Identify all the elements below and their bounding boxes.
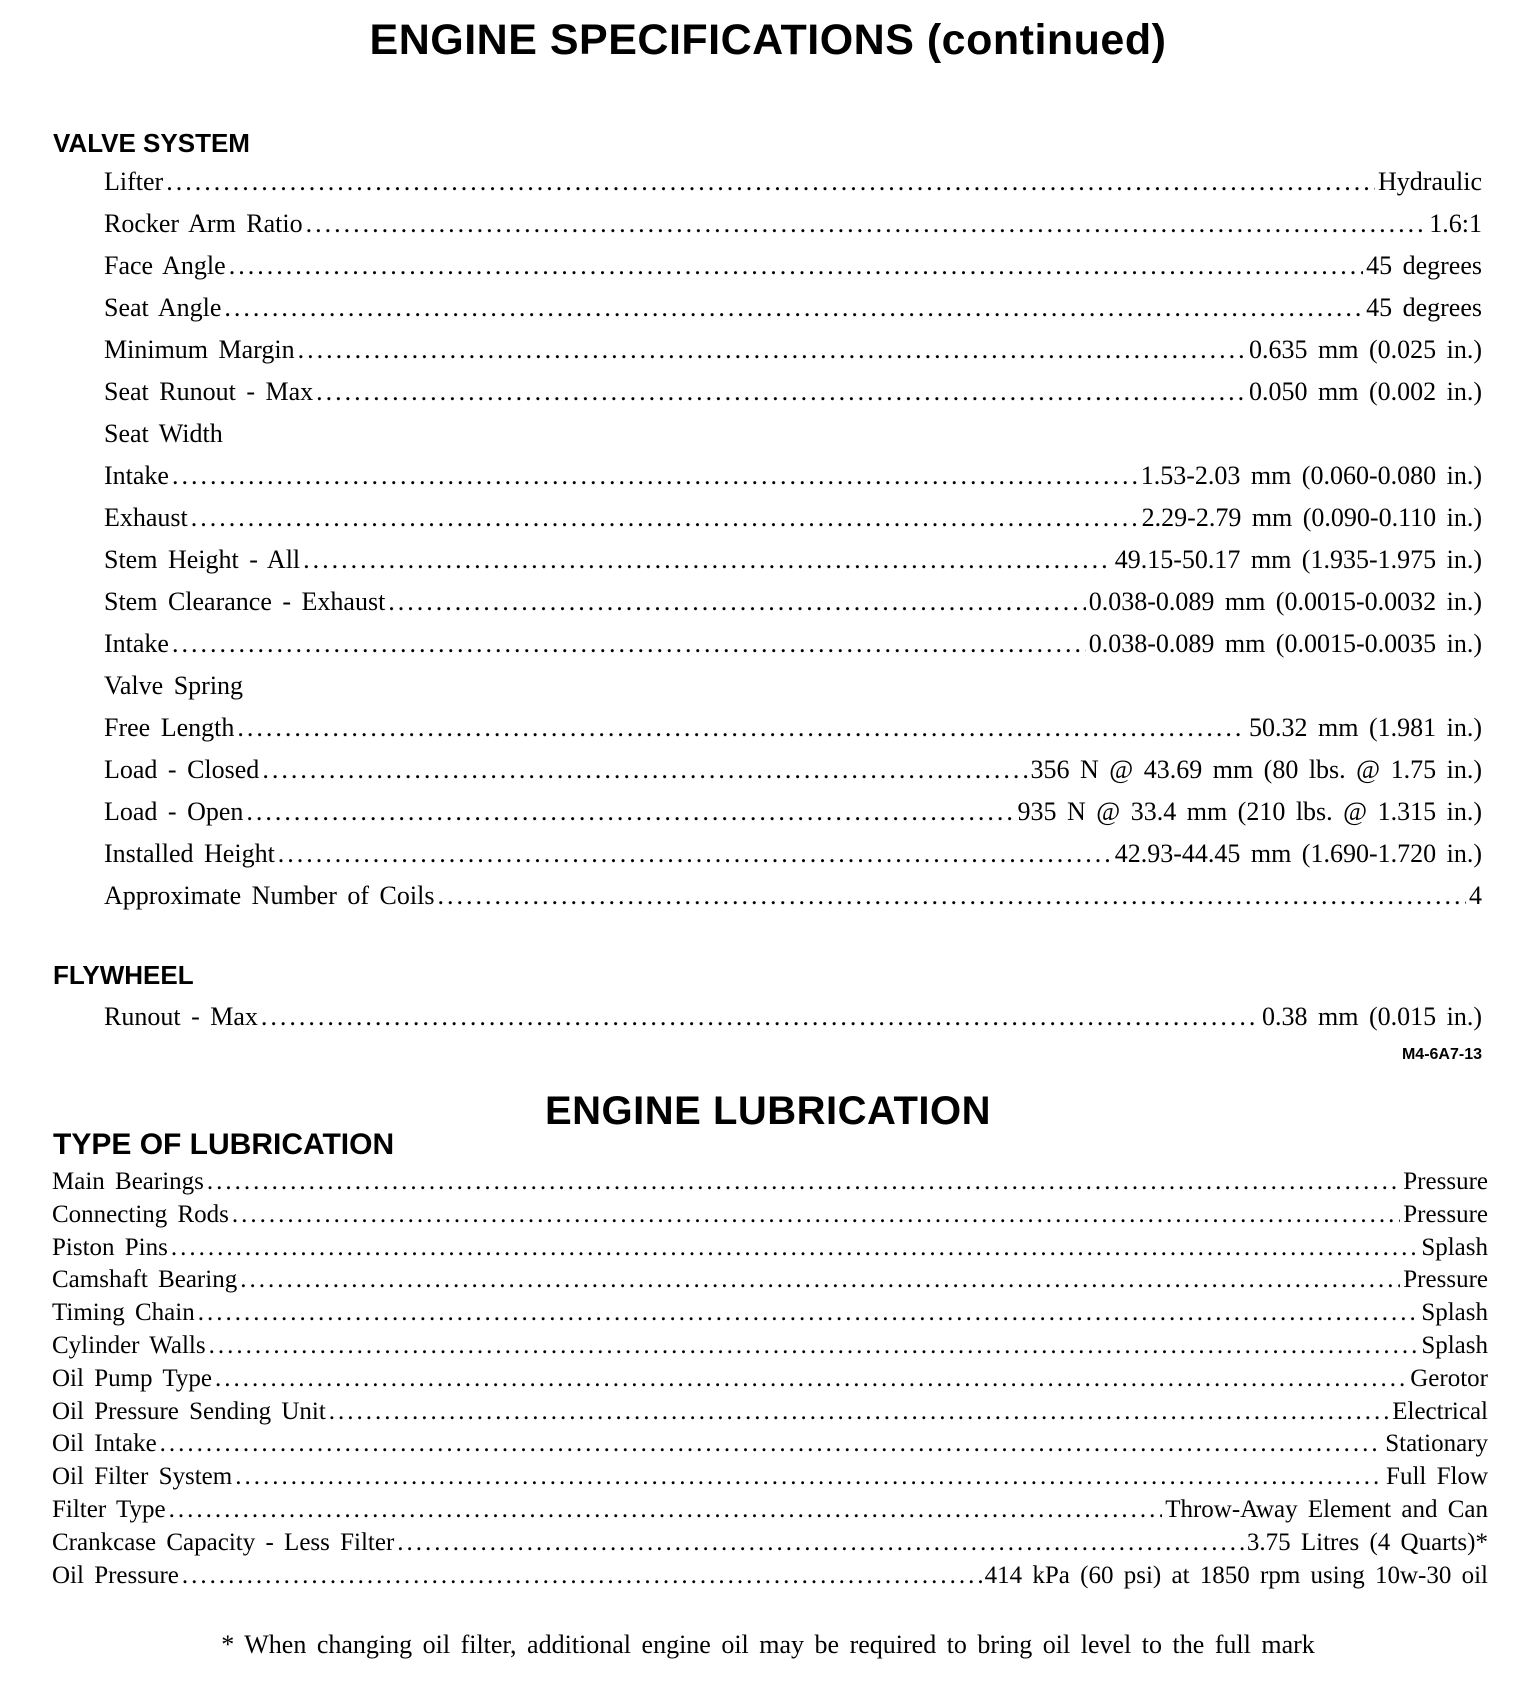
dot-leader — [261, 1002, 1259, 1032]
dot-leader — [397, 1529, 1244, 1557]
spec-label: Piston Pins — [52, 1233, 168, 1261]
spec-row — [52, 1529, 1488, 1562]
dot-leader — [316, 377, 1246, 407]
dot-leader — [329, 1398, 1389, 1426]
spec-row — [104, 797, 1482, 839]
dot-leader — [172, 461, 1138, 491]
lubrication-title: ENGINE LUBRICATION — [544, 1089, 992, 1133]
footnote: * When changing oil filter, additional engine oil may be required to bring oil level to the full mark — [221, 1630, 1315, 1659]
spec-row — [104, 251, 1482, 293]
dot-leader — [278, 839, 1112, 869]
spec-value: Stationary — [1385, 1430, 1488, 1458]
spec-value: 0.038-0.089 mm (0.0015-0.0035 in.) — [1088, 629, 1482, 658]
dot-leader — [246, 797, 1014, 827]
spec-value: 414 kPa (60 psi) at 1850 rpm using 10w-30 oil — [984, 1561, 1488, 1589]
spec-row — [104, 755, 1482, 797]
spec-label: Filter Type — [52, 1495, 166, 1523]
spec-row — [52, 1365, 1488, 1398]
spec-value: Electrical — [1392, 1397, 1488, 1425]
valve-system-heading: VALVE SYSTEM — [53, 128, 250, 158]
dot-leader — [240, 1266, 1400, 1294]
spec-row — [52, 1234, 1488, 1267]
spec-value: Gerotor — [1410, 1364, 1488, 1392]
spec-value: 1.53-2.03 mm (0.060-0.080 in.) — [1140, 461, 1482, 490]
spec-label: Rocker Arm Ratio — [104, 209, 303, 238]
spec-row — [104, 419, 1482, 461]
spec-label: Oil Pressure — [52, 1561, 179, 1589]
reference-code: M4-6A7-13 — [1401, 1046, 1482, 1063]
dot-leader — [209, 1332, 1419, 1360]
spec-row — [104, 545, 1482, 587]
spec-value: 2.29-2.79 mm (0.090-0.110 in.) — [1141, 503, 1482, 532]
dot-leader — [172, 629, 1086, 659]
spec-row — [52, 1168, 1488, 1201]
dot-leader — [160, 1430, 1383, 1458]
spec-row — [52, 1463, 1488, 1496]
spec-row — [104, 377, 1482, 419]
spec-value: 3.75 Litres (4 Quarts)* — [1246, 1528, 1488, 1556]
spec-label: Timing Chain — [52, 1299, 195, 1327]
spec-value: Splash — [1421, 1233, 1488, 1261]
spec-label: Main Bearings — [52, 1168, 204, 1195]
dot-leader — [298, 335, 1246, 365]
page-title: ENGINE SPECIFICATIONS (continued) — [369, 16, 1167, 64]
spec-row — [52, 1299, 1488, 1332]
spec-value: Pressure — [1403, 1168, 1488, 1195]
spec-label: Exhaust — [104, 503, 188, 532]
dot-leader — [237, 713, 1246, 743]
spec-label: Oil Intake — [52, 1430, 157, 1458]
spec-row — [104, 503, 1482, 545]
dot-leader — [169, 1496, 1163, 1524]
spec-row — [104, 881, 1482, 923]
spec-label: Oil Pressure Sending Unit — [52, 1397, 326, 1425]
spec-row — [104, 335, 1482, 377]
dot-leader — [198, 1299, 1419, 1327]
spec-label: Runout - Max — [104, 1002, 258, 1031]
spec-label: Minimum Margin — [104, 335, 295, 364]
spec-value: 42.93-44.45 mm (1.690-1.720 in.) — [1114, 839, 1482, 868]
spec-row — [104, 167, 1482, 209]
spec-label: Load - Open — [104, 797, 244, 826]
dot-leader — [306, 209, 1427, 239]
dot-leader — [229, 251, 1363, 281]
valve-system-spec-list — [104, 167, 1482, 923]
spec-value: Pressure — [1403, 1200, 1488, 1228]
dot-leader — [437, 881, 1466, 911]
dot-leader — [191, 503, 1139, 533]
spec-row — [104, 209, 1482, 251]
spec-value: 45 degrees — [1366, 251, 1482, 280]
spec-label: Crankcase Capacity - Less Filter — [52, 1528, 395, 1556]
spec-label: Cylinder Walls — [52, 1331, 206, 1359]
spec-row — [52, 1332, 1488, 1365]
spec-label: Installed Height — [104, 839, 275, 868]
spec-label: Valve Spring — [104, 671, 244, 700]
dot-leader — [171, 1234, 1418, 1262]
spec-value: Pressure — [1403, 1266, 1488, 1294]
spec-row — [52, 1496, 1488, 1529]
spec-label: Seat Runout - Max — [104, 377, 314, 406]
spec-label: Lifter — [104, 167, 164, 196]
spec-value: Full Flow — [1386, 1463, 1488, 1491]
spec-row — [104, 461, 1482, 503]
spec-row — [52, 1562, 1488, 1595]
spec-value: 50.32 mm (1.981 in.) — [1249, 713, 1482, 742]
spec-row — [104, 1002, 1482, 1044]
spec-row — [104, 671, 1482, 713]
spec-row — [52, 1430, 1488, 1463]
dot-leader — [303, 545, 1112, 575]
spec-row — [104, 629, 1482, 671]
spec-value: 356 N @ 43.69 mm (80 lbs. @ 1.75 in.) — [1030, 755, 1482, 784]
spec-value: 0.038-0.089 mm (0.0015-0.0032 in.) — [1088, 587, 1482, 616]
spec-row — [104, 293, 1482, 335]
flywheel-spec-list — [104, 1002, 1482, 1044]
spec-label: Load - Closed — [104, 755, 260, 784]
spec-row — [104, 587, 1482, 629]
spec-label: Face Angle — [104, 251, 226, 280]
spec-row — [52, 1266, 1488, 1299]
dot-leader — [224, 293, 1363, 323]
spec-value: Hydraulic — [1378, 167, 1482, 196]
spec-row — [104, 713, 1482, 755]
dot-leader — [215, 1365, 1407, 1393]
dot-leader — [182, 1562, 982, 1590]
spec-label: Seat Width — [104, 419, 223, 448]
spec-row — [104, 839, 1482, 881]
spec-label: Connecting Rods — [52, 1200, 229, 1228]
spec-label: Stem Height - All — [104, 545, 301, 574]
spec-value: 49.15-50.17 mm (1.935-1.975 in.) — [1114, 545, 1482, 574]
flywheel-heading: FLYWHEEL — [53, 960, 194, 990]
dot-leader — [232, 1201, 1400, 1229]
spec-value: 45 degrees — [1366, 293, 1482, 322]
spec-label: Oil Filter System — [52, 1463, 233, 1491]
spec-label: Seat Angle — [104, 293, 222, 322]
spec-label: Oil Pump Type — [52, 1364, 212, 1392]
spec-label: Approximate Number of Coils — [104, 881, 435, 910]
spec-value: Throw-Away Element and Can — [1165, 1495, 1488, 1523]
spec-row — [52, 1398, 1488, 1431]
spec-row — [52, 1201, 1488, 1234]
spec-label: Stem Clearance - Exhaust — [104, 587, 386, 616]
spec-value: Splash — [1421, 1299, 1488, 1327]
dot-leader — [207, 1168, 1400, 1196]
spec-label: Free Length — [104, 713, 235, 742]
dot-leader — [166, 167, 1375, 197]
spec-label: Intake — [104, 461, 169, 490]
spec-label: Intake — [104, 629, 169, 658]
spec-value: 0.050 mm (0.002 in.) — [1249, 377, 1482, 406]
type-of-lubrication-heading: TYPE OF LUBRICATION — [53, 1128, 395, 1161]
dot-leader — [262, 755, 1027, 785]
spec-value: 935 N @ 33.4 mm (210 lbs. @ 1.315 in.) — [1017, 797, 1482, 826]
spec-value: Splash — [1421, 1331, 1488, 1359]
spec-value: 0.635 mm (0.025 in.) — [1249, 335, 1482, 364]
lubrication-spec-list — [52, 1168, 1488, 1594]
spec-value: 4 — [1469, 881, 1482, 910]
dot-leader — [235, 1463, 1383, 1491]
spec-value: 1.6:1 — [1429, 209, 1482, 238]
dot-leader — [388, 587, 1085, 617]
spec-label: Camshaft Bearing — [52, 1266, 238, 1294]
spec-value: 0.38 mm (0.015 in.) — [1262, 1002, 1482, 1031]
